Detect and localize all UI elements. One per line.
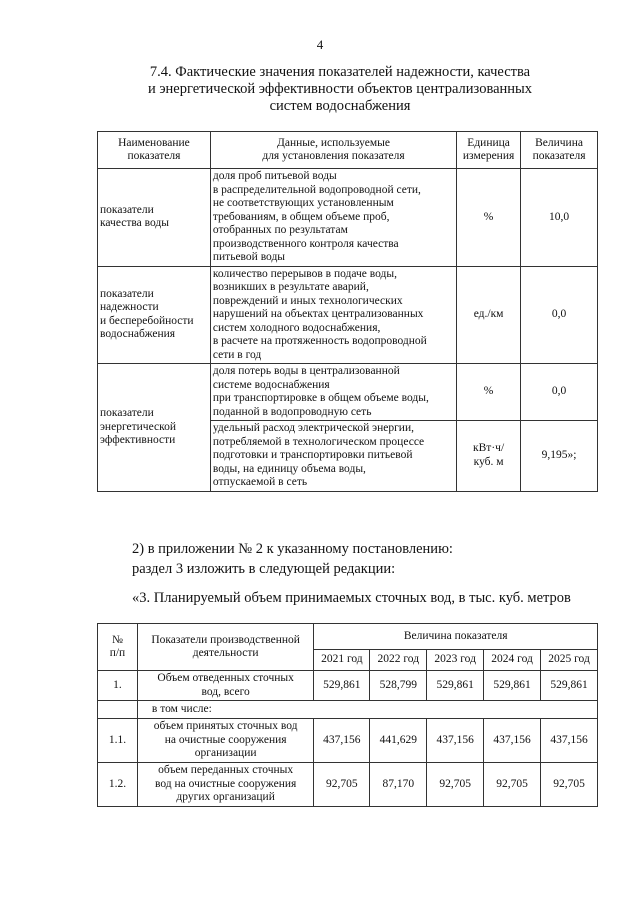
indicator-name bbox=[98, 364, 211, 492]
row-num: 1. bbox=[98, 671, 138, 701]
indicator-name bbox=[98, 169, 211, 267]
indicator-unit: % bbox=[457, 364, 521, 421]
header-line: Величина bbox=[535, 136, 583, 149]
cell-line: доля потерь воды в централизованной bbox=[212, 365, 400, 377]
row-value: 92,705 bbox=[484, 763, 541, 807]
cell-line: надежности bbox=[100, 301, 159, 314]
indicator-value: 0,0 bbox=[521, 364, 598, 421]
row-num: 1.1. bbox=[98, 719, 138, 763]
cell-line: поданной в водопроводную сеть bbox=[212, 405, 372, 418]
row-value: 87,170 bbox=[370, 763, 427, 807]
header-year: 2021 год bbox=[314, 649, 370, 670]
cell-line: сети в год bbox=[212, 348, 262, 361]
cell-line: питьевой воды bbox=[212, 251, 286, 263]
cell-line: кВт·ч/ bbox=[473, 442, 505, 455]
row-value: 529,861 bbox=[314, 671, 370, 701]
cell-line: Объем отведенных сточных bbox=[157, 672, 294, 684]
cell-line: качества воды bbox=[100, 217, 169, 230]
indicator-unit: % bbox=[457, 169, 521, 267]
cell-line: организации bbox=[194, 747, 257, 760]
row-value: 437,156 bbox=[314, 719, 370, 763]
section-heading-line: систем водоснабжения bbox=[269, 98, 411, 114]
table-row bbox=[98, 719, 598, 763]
indicator-description bbox=[210, 266, 456, 364]
cell-line: количество перерывов в подаче воды, bbox=[212, 267, 398, 280]
section-heading-line: и энергетической эффективности объектов централизованных bbox=[147, 81, 533, 97]
row-num: 1.2. bbox=[98, 763, 138, 807]
table-header-row bbox=[98, 132, 598, 169]
table-row bbox=[98, 266, 598, 364]
cell-line: объем принятых сточных вод bbox=[153, 720, 298, 733]
cell-line: воды, на единицу объема воды, bbox=[212, 462, 366, 475]
cell-line: систем холодного водоснабжения, bbox=[212, 321, 381, 334]
row-value: 437,156 bbox=[427, 719, 484, 763]
cell-line: в распределительной водопроводной сети, bbox=[212, 183, 421, 196]
header-line: Наименование bbox=[118, 136, 190, 149]
paragraph: раздел 3 изложить в следующей редакции: bbox=[132, 561, 396, 577]
indicator-value: 0,0 bbox=[521, 266, 598, 364]
header-line: п/п bbox=[109, 647, 126, 659]
cell-line: отпускаемой в сеть bbox=[212, 476, 308, 488]
header-year: 2023 год bbox=[427, 649, 484, 670]
indicators-table bbox=[97, 131, 598, 492]
row-label: в том числе: bbox=[137, 701, 597, 719]
row-value: 441,629 bbox=[370, 719, 427, 763]
row-value: 437,156 bbox=[484, 719, 541, 763]
indicator-value: 10,0 bbox=[521, 169, 598, 267]
cell-line: в расчете на протяженность водопроводной bbox=[212, 335, 427, 347]
cell-line: энергетической bbox=[100, 420, 176, 433]
table-row bbox=[98, 169, 598, 267]
cell-line: системе водоснабжения bbox=[212, 378, 330, 391]
table-row bbox=[98, 763, 598, 807]
indicator-description bbox=[210, 421, 456, 492]
row-label bbox=[137, 719, 314, 763]
cell-line: показатели bbox=[100, 203, 154, 216]
cell-line: возникших в результате аварий, bbox=[212, 281, 369, 293]
header-line: показателя bbox=[127, 150, 181, 162]
indicator-description bbox=[210, 364, 456, 421]
section3-heading: «3. Планируемый объем принимаемых сточных вод, в тыс. куб. метров bbox=[132, 590, 571, 606]
table-row bbox=[98, 701, 598, 719]
cell-line: показатели bbox=[100, 407, 154, 419]
cell-line: объем переданных сточных bbox=[158, 764, 294, 777]
page-number: 4 bbox=[316, 37, 324, 52]
cell-line: на очистные сооружения bbox=[164, 733, 287, 746]
indicator-unit: ед./км bbox=[457, 266, 521, 364]
wastewater-table bbox=[97, 623, 598, 807]
row-value: 92,705 bbox=[541, 763, 598, 807]
header-line: Данные, используемые bbox=[277, 136, 390, 149]
row-value: 437,156 bbox=[541, 719, 598, 763]
header-line: деятельности bbox=[192, 647, 259, 659]
header-value bbox=[521, 132, 598, 169]
row-value: 92,705 bbox=[314, 763, 370, 807]
cell-line: эффективности bbox=[100, 434, 176, 446]
cell-line: производственного контроля качества bbox=[212, 237, 399, 250]
cell-line: и бесперебойности bbox=[100, 314, 194, 327]
header-line: Единица bbox=[467, 136, 510, 149]
cell-line: вод на очистные сооружения bbox=[154, 777, 297, 790]
cell-line: удельный расход электрической энергии, bbox=[212, 422, 414, 434]
cell-line: вод, всего bbox=[201, 685, 250, 698]
cell-line: других организаций bbox=[176, 791, 275, 804]
header-unit bbox=[457, 132, 521, 169]
header-data bbox=[210, 132, 456, 169]
cell-line: при транспортировке в общем объеме воды, bbox=[212, 392, 429, 404]
header-num bbox=[98, 624, 138, 671]
cell-line: повреждений и иных технологических bbox=[212, 294, 403, 307]
cell-line: доля проб питьевой воды bbox=[212, 170, 337, 182]
table-row bbox=[98, 671, 598, 701]
row-value: 529,861 bbox=[541, 671, 598, 701]
cell-line: нарушений на объектах централизованных bbox=[212, 308, 424, 320]
row-num bbox=[98, 701, 138, 719]
row-value: 92,705 bbox=[427, 763, 484, 807]
section-heading bbox=[110, 64, 570, 115]
indicator-name bbox=[98, 266, 211, 364]
row-value: 529,861 bbox=[484, 671, 541, 701]
header-name bbox=[98, 132, 211, 169]
table-row bbox=[98, 364, 598, 421]
paragraph: 2) в приложении № 2 к указанному постановлению: bbox=[132, 541, 453, 557]
indicator-description bbox=[210, 169, 456, 267]
section-heading-line: 7.4. Фактические значения показателей надежности, качества bbox=[149, 64, 531, 80]
header-line: измерения bbox=[462, 150, 515, 162]
cell-line: куб. м bbox=[473, 455, 504, 468]
header-line: показателя bbox=[532, 150, 586, 162]
header-year: 2025 год bbox=[541, 649, 598, 670]
header-line: для установления показателя bbox=[262, 150, 405, 162]
row-label bbox=[137, 671, 314, 701]
indicator-unit bbox=[457, 421, 521, 492]
indicator-value: 9,195»; bbox=[521, 421, 598, 492]
row-label bbox=[137, 763, 314, 807]
cell-line: подготовки и транспортировки питьевой bbox=[212, 449, 413, 461]
cell-line: не соответствующих установленным bbox=[212, 197, 394, 209]
cell-line: отобранных по результатам bbox=[212, 224, 348, 236]
row-value: 529,861 bbox=[427, 671, 484, 701]
cell-line: требованиям, в общем объеме проб, bbox=[212, 210, 390, 223]
table-header-row bbox=[98, 624, 598, 650]
header-line: Показатели производственной bbox=[151, 633, 300, 646]
cell-line: потребляемой в технологическом процессе bbox=[212, 435, 425, 448]
header-line: № bbox=[111, 633, 123, 646]
header-value-group: Величина показателя bbox=[314, 624, 598, 650]
row-value: 528,799 bbox=[370, 671, 427, 701]
header-year: 2022 год bbox=[370, 649, 427, 670]
cell-line: показатели bbox=[100, 287, 154, 300]
header-year: 2024 год bbox=[484, 649, 541, 670]
header-indicator bbox=[137, 624, 314, 671]
cell-line: водоснабжения bbox=[100, 328, 176, 341]
